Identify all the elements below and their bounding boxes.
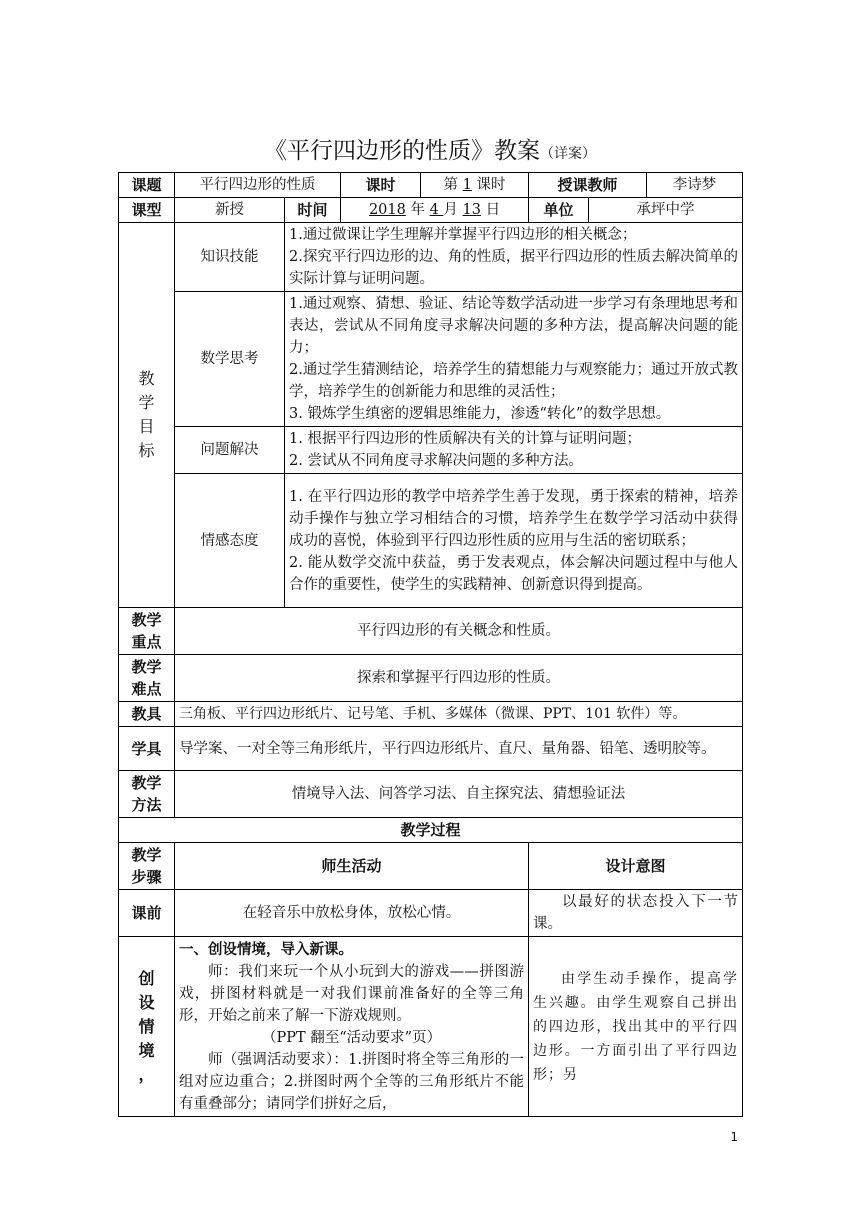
hours-value: 第 1 课时 [421,173,529,198]
student-tools-label: 学具 [119,727,175,771]
step1-row [119,937,743,1117]
time-label: 时间 [285,198,341,223]
pre-label: 课前 [119,890,175,937]
tools-value: 三角板、平行四边形纸片、记号笔、手机、多媒体（微课、PPT、101 软件）等。 [175,702,743,727]
process-title-row [119,818,743,843]
pre-activity: 在轻音乐中放松身体，放松心情。 [175,890,529,937]
key-value: 平行四边形的有关概念和性质。 [175,608,743,655]
time-value: 2018 年 4 月 13 日 [341,198,529,223]
goal-row-emotion [119,474,743,608]
intent-header: 设计意图 [529,843,743,890]
type-label: 课型 [119,198,175,223]
process-header-row [119,843,743,890]
difficult-label: 教学 难点 [119,655,175,702]
hours-label: 课时 [341,173,421,198]
tools-label: 教具 [119,702,175,727]
teacher-label: 授课教师 [529,173,647,198]
goal-content: 1. 根据平行四边形的性质解决有关的计算与证明问题； 2. 尝试从不同角度寻求解决问题的多种方法。 [285,427,743,474]
goal-content: 1.通过观察、猜想、验证、结论等数学活动进一步学习有条理地思考和表达，尝试从不同角度寻求解决问题的多种方法，提高解决问题的能力； 2.通过学生猜测结论，培养学生的猜想能力与观察能力；通过开放式教学，培养学生的创新能力和思维的灵活性； 3. 锻炼学生缜密的逻辑思维能力，渗透“转化”的数学思想。 [285,292,743,427]
unit-value: 承坪中学 [589,198,743,223]
goal-row-knowledge [119,223,743,292]
step-label: 教学 步骤 [119,843,175,890]
unit-label: 单位 [529,198,589,223]
header-row-2 [119,198,743,223]
pre-class-row [119,890,743,937]
lesson-plan-table [118,172,743,1117]
methods-row [119,771,743,818]
goal-row-thinking [119,292,743,427]
goals-label: 教 学 目 标 [119,223,175,608]
step1-paragraph: 师：我们来玩一个从小玩到大的游戏——拼图游戏，拼图材料就是一对我们课前准备好的全等三角形，开始之前来了解一下游戏规则。 [179,964,525,1024]
header-row-1 [119,173,743,198]
activity-header: 师生活动 [175,843,529,890]
pre-intent: 以最好的状态投入下一节课。 [529,890,743,937]
goal-name: 情感态度 [175,474,285,608]
process-title: 教学过程 [119,818,743,843]
key-label: 教学 重点 [119,608,175,655]
goal-row-problem [119,427,743,474]
difficult-row [119,655,743,702]
step1-activity [175,937,529,1117]
title-suffix: （详案） [540,146,596,162]
step1-intent: 由学生动手操作，提高学生兴趣。由学生观察自己拼出的四边形，找出其中的平行四边形。一方面引出了平行四边形；另 [529,937,743,1117]
title-text: 《平行四边形的性质》教案 [264,138,540,164]
teacher-value: 李诗梦 [647,173,743,198]
step1-label: 创 设 情 境 ， [119,937,175,1117]
goal-name: 问题解决 [175,427,285,474]
document-title [0,132,860,165]
methods-value: 情境导入法、问答学习法、自主探究法、猜想验证法 [175,771,743,818]
step1-heading: 一、创设情境，导入新课。 [179,942,353,958]
subject-value: 平行四边形的性质 [175,173,341,198]
step1-paragraph: （PPT 翻至“活动要求”页） [261,1030,442,1046]
type-value: 新授 [175,198,285,223]
tools-row [119,702,743,727]
student-tools-value: 导学案、一对全等三角形纸片，平行四边形纸片、直尺、量角器、铅笔、透明胶等。 [175,727,743,771]
goal-name: 数学思考 [175,292,285,427]
key-row [119,608,743,655]
difficult-value: 探索和掌握平行四边形的性质。 [175,655,743,702]
page-number: 1 [730,1130,738,1144]
student-tools-row [119,727,743,771]
goal-content: 1. 在平行四边形的教学中培养学生善于发现，勇于探索的精神，培养动手操作与独立学习相结合的习惯，培养学生在数学学习活动中获得成功的喜悦，体验到平行四边形性质的应用与生活的密切联系； 2. 能从数学交流中获益，勇于发表观点，体会解决问题过程中与他人合作的重要性，使学生的实践精神、创新意识得到提高。 [285,474,743,608]
step1-paragraph: 师（强调活动要求）：1.拼图时将全等三角形的一组对应边重合；2.拼图时两个全等的三角形纸片不能有重叠部分；请同学们拼好之后， [179,1052,525,1112]
goal-content: 1.通过微课让学生理解并掌握平行四边形的相关概念； 2.探究平行四边形的边、角的性质，据平行四边形的性质去解决简单的实际计算与证明问题。 [285,223,743,292]
subject-label: 课题 [119,173,175,198]
goal-name: 知识技能 [175,223,285,292]
methods-label: 教学 方法 [119,771,175,818]
